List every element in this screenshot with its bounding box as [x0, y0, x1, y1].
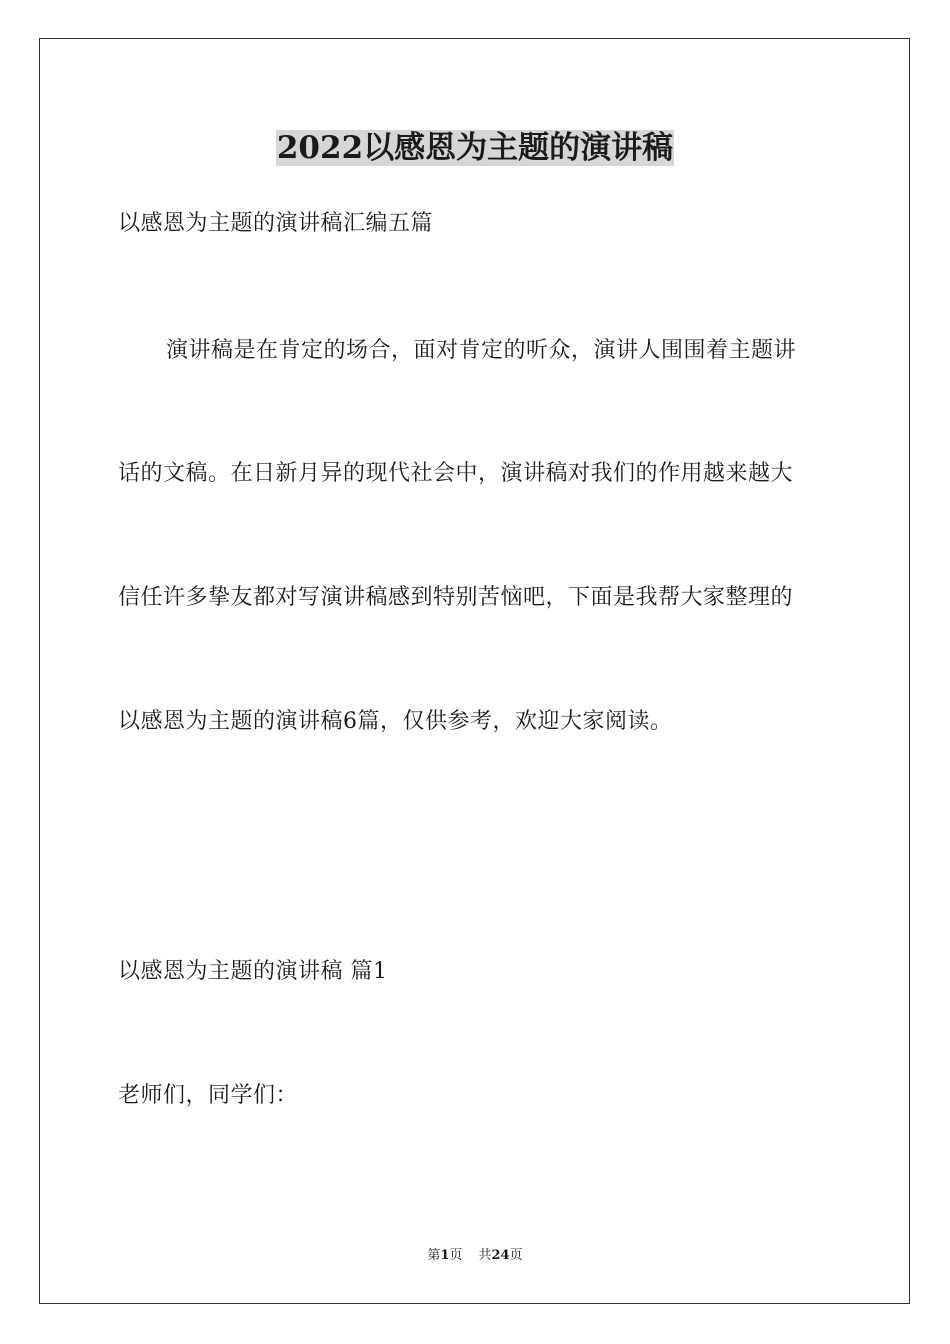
intro-line-2: 话的文稿。在日新月异的现代社会中，演讲稿对我们的作用越来越大 — [118, 461, 794, 486]
footer-page-suffix: 页 — [449, 1248, 463, 1263]
footer-total-suffix: 页 — [509, 1248, 523, 1263]
section-heading: 以感恩为主题的演讲稿 篇1 — [118, 959, 388, 984]
document-subtitle: 以感恩为主题的演讲稿汇编五篇 — [118, 211, 434, 236]
document-title — [0, 128, 950, 168]
intro-line-3: 信任许多挚友都对写演讲稿感到特别苦恼吧，下面是我帮大家整理的 — [118, 585, 794, 610]
footer-total-prefix: 共 — [478, 1248, 492, 1263]
document-title-text: 2022以感恩为主题的演讲稿 — [276, 130, 674, 166]
intro-line-1: 演讲稿是在肯定的场合，面对肯定的听众，演讲人围围着主题讲 — [166, 338, 797, 363]
greeting: 老师们，同学们： — [118, 1083, 299, 1108]
footer-page-number: 1 — [440, 1248, 450, 1263]
intro-line-4: 以感恩为主题的演讲稿6篇，仅供参考，欢迎大家阅读。 — [118, 709, 673, 734]
page-footer — [0, 1247, 950, 1265]
footer-page-prefix: 第 — [427, 1248, 441, 1263]
footer-total-pages: 24 — [491, 1248, 510, 1263]
